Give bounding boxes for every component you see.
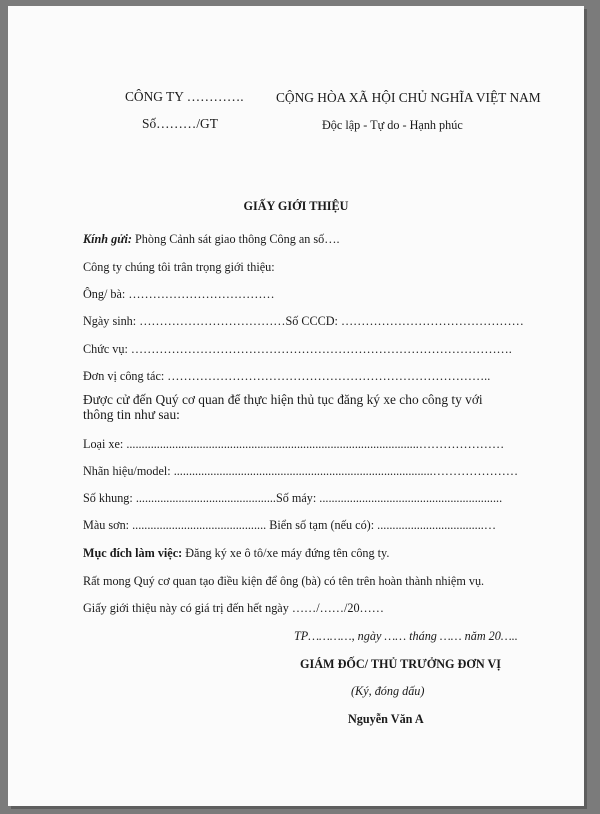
national-motto: Độc lập - Tự do - Hạnh phúc	[322, 118, 463, 132]
unit-field: Đơn vị công tác: ……………………………………………………………………..	[83, 369, 491, 383]
name-field: Ông/ bà: ………………………………	[83, 287, 275, 301]
request-line: Rất mong Quý cơ quan tạo điều kiện để ông (bà) có tên trên hoàn thành nhiệm vụ.	[83, 574, 485, 588]
dob-id-field: Ngày sinh: ………………………………Số CCCD: ………………………………………	[83, 314, 524, 328]
recipient-label: Kính gửi:	[83, 232, 132, 246]
work-purpose-label: Mục đích làm việc:	[83, 546, 183, 560]
purpose-text-line-1: Được cử đến Quý cơ quan để thực hiện thủ tục đăng ký xe cho công ty với	[83, 392, 483, 407]
position-field: Chức vụ: ………………………………………………………………………………….	[83, 342, 512, 356]
place-date-line: TP…………, ngày …… tháng …… năm 20…..	[294, 629, 518, 643]
validity-line: Giấy giới thiệu này có giá trị đến hết ngày ……/……/20……	[83, 601, 384, 615]
signer-role: GIÁM ĐỐC/ THỦ TRƯỞNG ĐƠN VỊ	[300, 657, 501, 671]
work-purpose-line	[83, 546, 389, 561]
document-page	[8, 6, 584, 806]
vehicle-brand-field: Nhãn hiệu/model: .....................................................................................…………………	[83, 464, 519, 478]
document-title: GIẤY GIỚI THIỆU	[243, 199, 349, 213]
vehicle-type-field: Loại xe: ................................................................................................…………………	[83, 437, 505, 451]
intro-line: Công ty chúng tôi trân trọng giới thiệu:	[83, 260, 275, 274]
signer-name: Nguyễn Văn A	[348, 712, 424, 726]
recipient-line	[83, 232, 340, 247]
color-plate-field: Màu sơn: ............................................ Biển số tạm (nếu có): ...................................…	[83, 518, 497, 532]
document-number: Số………/GT	[142, 116, 218, 131]
company-name: CÔNG TY ………….	[125, 89, 244, 104]
recipient-value: Phòng Cảnh sát giao thông Công an số….	[135, 232, 340, 246]
frame-engine-field: Số khung: ..............................................Số máy: ............................................................	[83, 491, 503, 505]
work-purpose-value: Đăng ký xe ô tô/xe máy đứng tên công ty.	[185, 546, 390, 560]
purpose-text-line-2: thông tin như sau:	[83, 407, 180, 422]
country-name: CỘNG HÒA XÃ HỘI CHỦ NGHĨA VIỆT NAM	[276, 90, 541, 105]
signature-note: (Ký, đóng dấu)	[351, 684, 425, 698]
